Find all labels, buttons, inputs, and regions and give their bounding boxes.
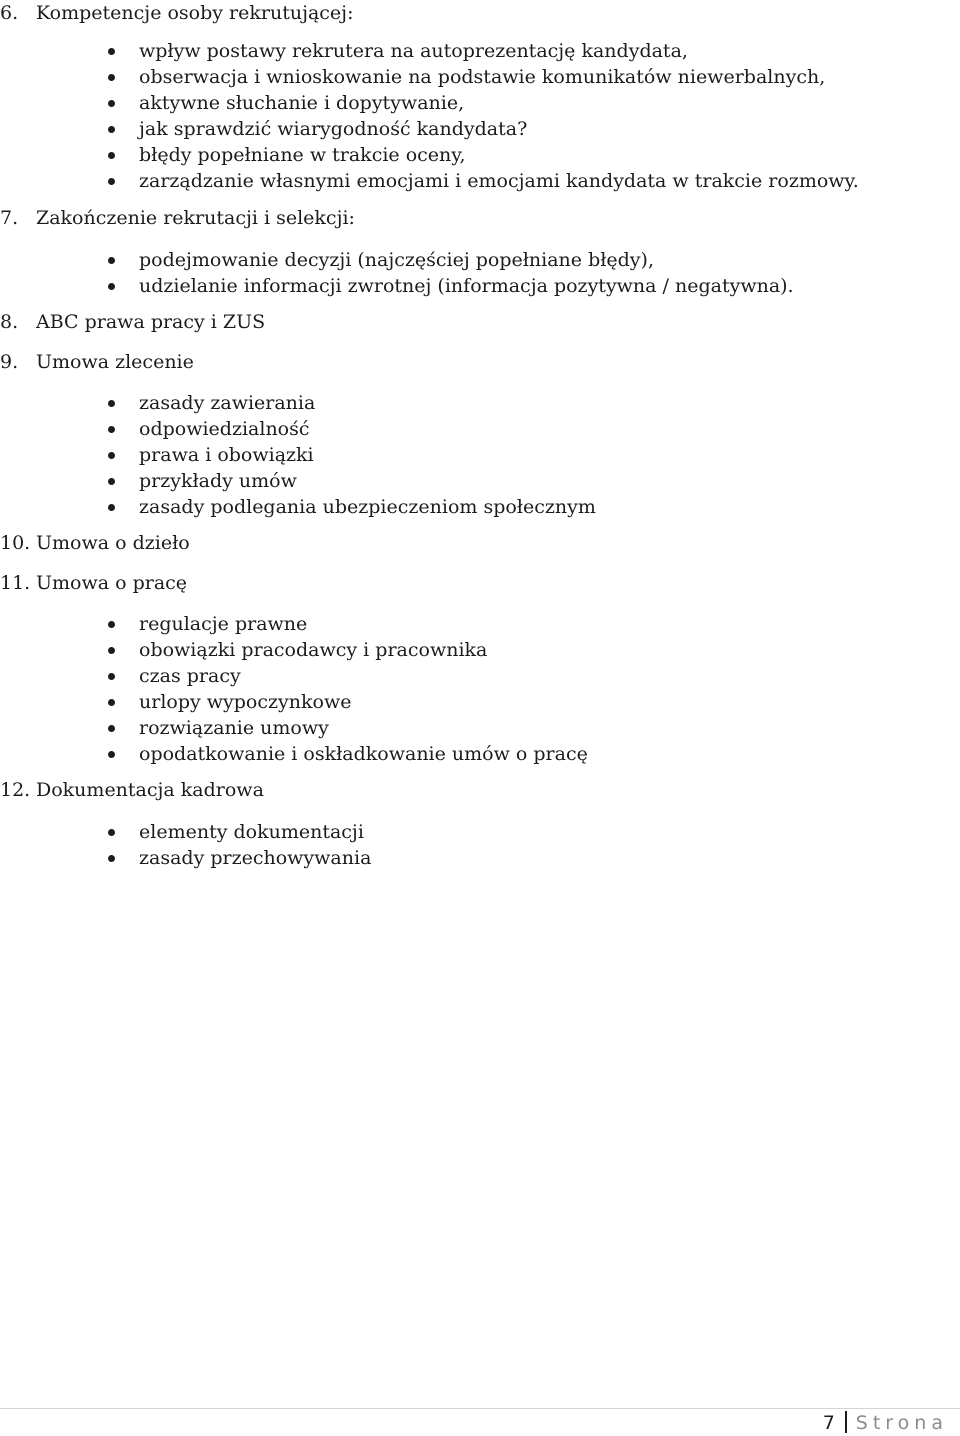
bullet-icon [108,504,115,511]
section-number: 8. [0,311,19,333]
page-label: Strona [855,1412,948,1434]
section-title: Zakończenie rekrutacji i selekcji: [36,207,355,229]
section-title: Umowa zlecenie [36,351,194,373]
bullet-icon [108,621,115,628]
bullet-icon [108,751,115,758]
footer-separator [845,1411,847,1433]
section-number: 6. [0,2,19,24]
page-number: 7 [822,1412,835,1434]
section-title: ABC prawa pracy i ZUS [36,311,266,333]
bullet-icon [108,725,115,732]
bullet-icon [108,126,115,133]
bullet-icon [108,452,115,459]
bullet-icon [108,699,115,706]
footer-divider [0,1408,960,1409]
bullet-icon [108,100,115,107]
document-page: 6. Kompetencje osoby rekrutującej: wpływ postawy rekrutera na autoprezentację kandydata, obserwacja i wnioskowanie na podstawie komunikatów niewerbalnych, aktywne słuchanie i dopytywanie, jak sprawdzić wiarygodność kandydata? błędy popełniane w trakcie oceny, zarządzanie własnymi emocjami i emocjami kandydata w trakcie rozmowy. 7. Zakończenie rekrutacji i selekcji: podejmowanie decyzji (najczęściej popełniane błędy), udzielanie informacji zwrotnej (informacja pozytywna / negatywna). 8. ABC prawa pracy i ZUS 9. Umowa zlecenie zasady zawierania odpowiedzialność prawa i obowiązki przykłady umów zasady podlegania ubezpieczeniom społecznym 10. Umowa o dzieło 11. Umowa o pracę regulacje prawne obowiązki pracodawcy i pracownika czas pracy urlopy wypoczynkowe rozwiązanie umowy opodatkowanie i oskładkowanie umów o pracę 12. Dokumentacja kadrowa elementy dokumentacji zasady przechowywania 7 Strona [0,0,960,1436]
section-title: Umowa o pracę [36,572,188,594]
bullet-icon [108,400,115,407]
section-number: 9. [0,351,19,373]
bullet-icon [108,283,115,290]
bullet-icon [108,673,115,680]
bullet-icon [108,478,115,485]
section-number: 7. [0,207,19,229]
section-number: 12. [0,779,31,801]
section-title: Umowa o dzieło [36,532,190,554]
section-number: 11. [0,572,31,594]
bullet-icon [108,829,115,836]
bullet-icon [108,426,115,433]
section-title: Kompetencje osoby rekrutującej: [36,2,354,24]
section-title: Dokumentacja kadrowa [36,779,264,801]
bullet-icon [108,74,115,81]
bullet-icon [108,178,115,185]
bullet-icon [108,48,115,55]
bullet-icon [108,257,115,264]
bullet-icon [108,855,115,862]
page-footer [823,1411,948,1435]
bullet-icon [108,647,115,654]
section-number: 10. [0,532,31,554]
bullet-icon [108,152,115,159]
